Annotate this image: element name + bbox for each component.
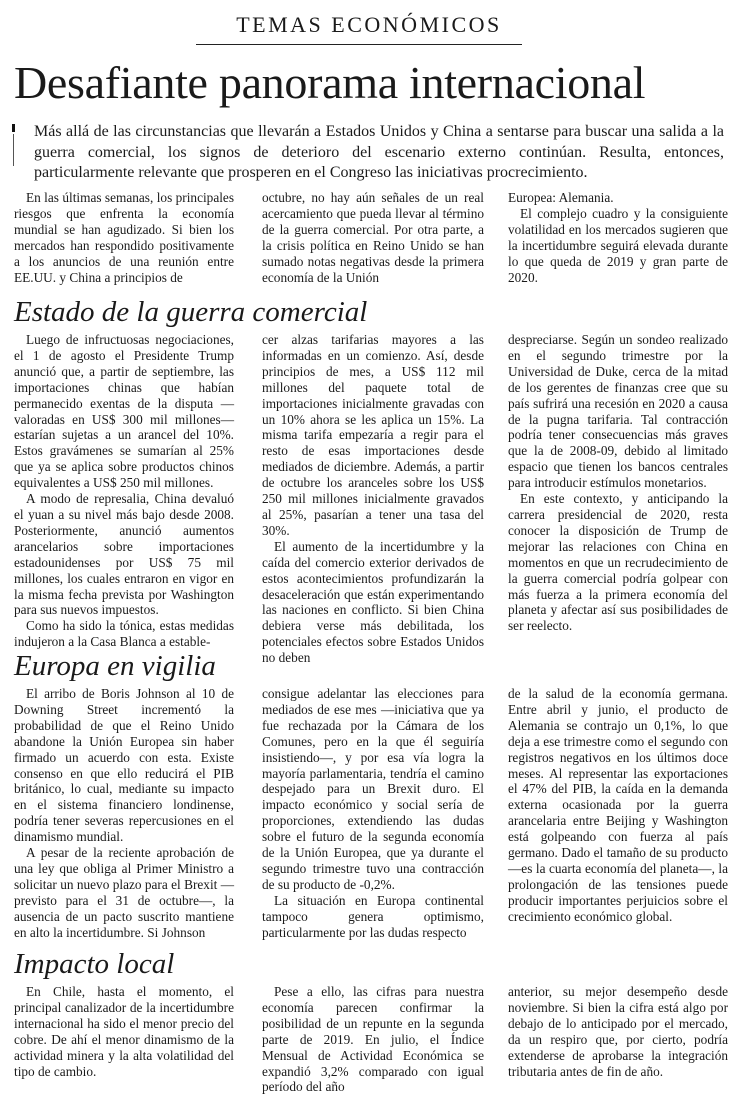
lead-marker — [12, 124, 15, 166]
body-paragraph: A modo de represalia, China devaluó el yuan a su nivel más bajo desde 2008. Posteriormente, anunció aumentos arancelarios sobre importaciones estadounidenses por US$ 75 mil millones, los cuales entraron en vigor en la misma fecha prevista por Washington para sus nuevos impuestos. — [14, 491, 234, 618]
body-paragraph: cer alzas tarifarias mayores a las informadas en un comienzo. Así, desde principios de mes, a US$ 112 mil millones del paquete total de importaciones inicialmente gravadas con un 10% ahora se les aplica un 15%. La misma tarifa empezaría a regir para el resto de esas importaciones desde mediados de diciembre. Además, a partir de octubre los aranceles sobre los US$ 250 mil millones inicialmente gravados al 25%, pasarían a tener una tasa del 30%. — [262, 332, 484, 538]
body-paragraph: En este contexto, y anticipando la carrera presidencial de 2020, resta conocer la disposición de Trump de mejorar las relaciones con China en momentos en que un recrudecimiento de la guerra comercial podría golpear con más fuerza a la primera economía del planeta y afectar así sus posibilidades de ser reelecto. — [508, 491, 728, 634]
body-paragraph: consigue adelantar las elecciones para mediados de ese mes —iniciativa que ya fue rechazada por la Cámara de los Comunes, pero en la que él seguiría insistiendo—, y por esa vía logra la mayoría parlamentaria, tendría el camino despejado para un Brexit duro. El impacto económico y social sería de proporciones, extendiendo las dudas sobre el futuro de la segunda economía de la Unión Europea, que ya durante el segundo trimestre tuvo una contracción de su producto de -0,2%. — [262, 686, 484, 892]
local-impact-column-3 — [508, 984, 728, 1084]
trade-war-column-3 — [508, 332, 728, 652]
section-title-local-impact: Impacto local — [14, 948, 175, 980]
body-paragraph: Luego de infructuosas negociaciones, el 1 de agosto el Presidente Trump anunció que, a partir de septiembre, las importaciones chinas que habían permanecido exentas de la disputa —valoradas en US$ 300 mil millones— estarían sujetas a un arancel del 10%. Estos gravámenes se sumarían al 25% que ya se aplica sobre productos chinos equivalentes a US$ 250 mil millones. — [14, 332, 234, 491]
trade-war-column-2 — [262, 332, 484, 666]
body-paragraph: En Chile, hasta el momento, el principal canalizador de la incertidumbre internacional ha sido el menor precio del cobre. De ahí el menor dinamismo de la actividad minera y la alta volatilidad del tipo de cambio. — [14, 984, 234, 1079]
europe-column-1 — [14, 686, 234, 942]
body-paragraph: Como ha sido la tónica, estas medidas indujeron a la Casa Blanca a estable- — [14, 618, 234, 650]
intro-column-3 — [508, 190, 728, 290]
section-tag-rule-left — [196, 44, 216, 45]
intro-paragraph: En las últimas semanas, los principales riesgos que enfrenta la economía mundial se han agudizado. Si bien los mercados han respondido positivamente a los anuncios de una reunión entre EE.UU. y China a principios de — [14, 190, 234, 285]
intro-paragraph: Europea: Alemania. — [508, 190, 614, 205]
intro-column-1 — [14, 190, 234, 290]
body-paragraph: de la salud de la economía germana. Entre abril y junio, el producto de Alemania se contrajo un 0,1%, lo que deja a ese trimestre como el segundo con registros negativos en los últimos doce meses. Al representar las exportaciones el 47% del PIB, la caída en la demanda externa ocasionada por la guerra arancelaria entre Beijing y Washington está golpeando con fuerza al país germano. Dado el tamaño de su producto —es la cuarta economía del planeta—, la prolongación de las tensiones puede producir importantes perjuicios sobre el crecimiento económico global. — [508, 686, 728, 924]
body-paragraph: El arribo de Boris Johnson al 10 de Downing Street incrementó la probabilidad de que el Reino Unido abandone la Unión Europea sin haber firmado un acuerdo con esta. Existe consenso en que ello reducirá el PIB británico, lo cual, mediante su impacto en el sistema financiero londinense, podría tener severas repercusiones en el dinamismo mundial. — [14, 686, 234, 845]
body-paragraph: El aumento de la incertidumbre y la caída del comercio exterior derivados de estos acontecimientos profundizarán la desaceleración que están experimentando las naciones en conflicto. Si bien China debiera verse más debilitada, los potenciales efectos sobre Estados Unidos no deben — [262, 538, 484, 666]
europe-column-2 — [262, 686, 484, 942]
lead-paragraph: Más allá de las circunstancias que llevarán a Estados Unidos y China a sentarse para buscar una salida a la guerra comercial, los signos de deterioro del escenario externo continúan. Resulta, entonces, particularmente relevante que prosperen en el Congreso las iniciativas procrecimiento. — [34, 123, 724, 181]
intro-paragraph: El complejo cuadro y la consiguiente volatilidad en los mercados sugieren que la incertidumbre seguirá elevada durante lo que queda de 2019 y gran parte de 2020. — [508, 205, 728, 285]
section-title-trade-war: Estado de la guerra comercial — [14, 296, 368, 328]
body-paragraph: La situación en Europa continental tampoco genera optimismo, particularmente por las dudas respecto — [262, 892, 484, 940]
body-paragraph: despreciarse. Según un sondeo realizado en el segundo trimestre por la Universidad de Duke, cerca de la mitad de los gerentes de finanzas cree que su país sufrirá una recesión en 2020 a causa de la pugna tarifaria. Tal contracción podría tener consecuencias más graves que la de 2008-09, debido al limitado espacio que tienen los bancos centrales para introducir estímulos monetarios. — [508, 332, 728, 491]
body-paragraph: A pesar de la reciente aprobación de una ley que obliga al Primer Ministro a solicitar un nuevo plazo para el Brexit —previsto para el 31 de octubre—, la ausencia de un pacto suscrito mantiene en alto la incertidumbre. Si Johnson — [14, 845, 234, 940]
local-impact-column-2 — [262, 984, 484, 1095]
local-impact-column-1 — [14, 984, 234, 1084]
intro-paragraph: octubre, no hay aún señales de un real acercamiento que pueda llevar al término de la guerra comercial. Por otra parte, a la crisis política en Reino Unido se han sumado notas negativas desde la primera economía de la Unión — [262, 190, 484, 285]
body-paragraph: anterior, su mejor desempeño desde noviembre. Si bien la cifra está algo por debajo de lo anticipado por el mercado, da un respiro que, por cierto, podría extenderse de aprobarse la integración tributaria antes de fin de año. — [508, 984, 728, 1079]
europe-column-3 — [508, 686, 728, 942]
intro-column-2 — [262, 190, 484, 290]
body-paragraph: Pese a ello, las cifras para nuestra economía parecen confirmar la posibilidad de un repunte en la segunda parte de 2019. En julio, el Índice Mensual de Actividad Económica se expandió 3,2% comparado con igual período del año — [262, 984, 484, 1095]
trade-war-column-1 — [14, 332, 234, 652]
section-tag: TEMAS ECONÓMICOS — [236, 12, 502, 37]
section-tag-rule — [216, 44, 522, 45]
headline: Desafiante panorama internacional — [14, 57, 646, 108]
section-title-europe: Europa en vigilia — [14, 650, 216, 682]
